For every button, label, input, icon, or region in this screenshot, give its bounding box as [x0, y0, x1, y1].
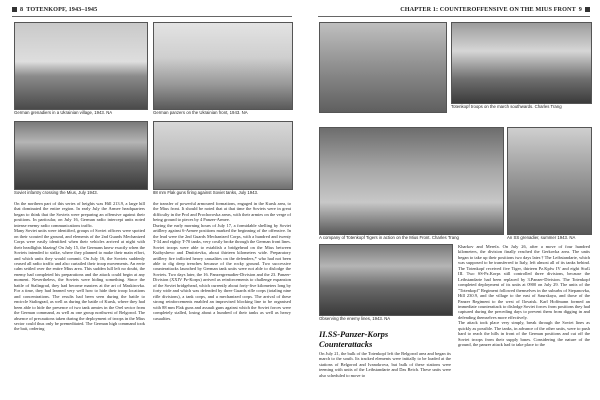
caption-grenadier-portrait: An SS grenadier, summer 1943. NA	[507, 235, 576, 240]
caption-infantry: Soviet infantry crossing the Mius, July 1943.	[14, 190, 98, 195]
header-square-icon	[12, 7, 17, 12]
photo-grenadiers	[14, 22, 148, 110]
photo-troops-march-2	[451, 22, 592, 104]
header-square-icon	[585, 7, 590, 12]
photo-observing	[319, 244, 453, 316]
section-heading-line1: II.SS-Panzer-Korps	[319, 329, 389, 339]
right-body-text-col2: Kharkov and Merefa. On July 26, after a move of four hundred kilometers, the division finally reached the Gerkovka area. The units began to take up their positions two days later.† The Leibstandarte, which was supposed to be transferred to Italy, left almost all of its tanks behind. The Totenkopf received five Tiger, thirteen Pz.Kpfw IV and eight StuG III. Two SS-Pz.Korps still controlled three divisions, because the Leibstandarte had been replaced by 3.Panzer-Division. The Totenkopf completed deployment of its units at 0900 on July 29. The units of the "Totenkopf" Regiment followed themselves in the suburbs of Stepanovka, Hill 230.9, and the village to the east of Saurskaya, and those of the Panzer Regiment to the west of Ilovaisk. Karl Hoffmann formed an immediate counterattack to dislodge Soviet forces from positions they had captured during the preceding days to prevent them from digging in and defending themselves more effectively. The attack took place very simply, break through the Soviet lines as quickly as possible. The tanks, in advance of the other units, were to push hard to reach the hills in front of the German positions and cut off the Soviet troops from their supply bases. Considering the nature of the ground, the panzer attack had to take place to the	[458, 244, 590, 348]
section-heading-line2: Counterattacks	[319, 338, 373, 349]
caption-panzers: German panzers on the Ukrainian front, 1943. NA	[153, 110, 248, 115]
left-page-number: 8	[20, 5, 24, 13]
right-running-header	[400, 4, 590, 14]
left-header-title: TOTENKOPF, 1943–1945	[26, 5, 98, 13]
right-body-text-col1: On July 21, the bulk of the Totenkopf left the Belgorod area and began its march to the south. Its tracked elements were initially to be loaded at the stations of Belgorod and Ivanokrova, but bulk of these stations were teeming with units of the Leibstandarte and Das Reich. These units were also scheduled to move to	[319, 351, 451, 378]
photo-troops-march	[319, 22, 447, 113]
photo-tiger	[319, 127, 504, 235]
left-body-text-col1: On the northern part of this series of heights was Hill 213.9, a large hill that dominated the entire region. In early July the Armee headquarters began to think that the Soviets were preparing an offensive against their positions. In particular, on July 16, German radio intercept units noted intense enemy radio communications traffic. Many Soviet units were identified, groups of Soviet officers were spotted on their scouted the ground, and elements of the 2nd Guards Mechanized Corps were easily identified when their vehicles arrived at night with their headlights blazing! On July 15, the Germans knew exactly when the Soviets intended to strike, where they planned to make their main effort, and which units they would commit. On July 16, the Soviets suddenly ceased all radio traffic and also curtailed their troop movements. An eerie calm settled over the entire Mius area. This sudden lull left no doubt, the enemy had completed his preparations and the attack could begin at any moment. Nevertheless, the Soviets were hiding something. Since the battle of Stalingrad, they had become masters at the art of Maskirovka. For a time, they had learned very well how to hide their troop locations and concentrations. The results had been seen during the battle to encircle Stalingrad, as well as during the battle of Kursk, where they had been able to hide the presence of two tank armies in the Orel sector from the German command, as well as one group northwest of Belgorod. The absence of precautions taken during the deployment of troops in the Mius sector could thus only be premeditated. The German high command took the bait, ordering	[14, 201, 145, 332]
caption-grenadiers: German grenadiers in a Ukrainian village, 1943. NA	[14, 110, 113, 115]
left-header-rule	[12, 16, 292, 17]
caption-tiger: A company of Totenkopf Tigers in action on the Mius Front. Charles Trang	[319, 235, 459, 240]
section-heading	[319, 330, 451, 349]
photo-grenadier-portrait	[507, 127, 592, 235]
right-header-title: CHAPTER 1: COUNTEROFFENSIVE ON THE MIUS FRONT	[400, 5, 576, 13]
right-page-number: 9	[578, 5, 582, 13]
caption-troops-march: Totenkopf troops on the march southwards. Charles Trang	[451, 104, 562, 109]
right-header-rule	[318, 16, 590, 17]
caption-flak: 88 mm Flak guns firing against Soviet tanks, July 1943.	[153, 190, 259, 195]
left-running-header	[12, 4, 97, 14]
photo-infantry	[14, 121, 148, 190]
photo-panzers	[153, 22, 293, 110]
photo-flak	[153, 121, 293, 190]
left-body-text-col2: the transfer of powerful armoured formations, engaged in the Kursk area, to the Mius front. It should be noted that at that time the Soviets were in great difficulty in the Prol and Prochorovka areas, with their armies on the verge of being ground to pieces by 4 Panzer-Armee. During the early morning hours of July 17, a formidable shelling by Soviet artillery against 6-Armee positions marked the beginning of the offensive. In the lead were the 2nd Guards Mechanized Corps, with a hundred and twenty T-34 and eighty T-70 tanks, very costly broke through the German front lines. Soviet troops were able to establish a bridgehead on the Mius between Kuibyshevo and Dmitrievka, about thirteen kilometers wide. Preparatory artillery fire inflicted heavy casualties on the defenders,* who had not been able to dig deep trenches because of the rocky ground. Two successive counterattacks launched by German tank units were not able to dislodge the Soviets. Two days later, the 16. Panzergrenadier-Division and the 23. Panzer-Division (XXIV Pz-Korps) arrived as reinforcements to challenge expansion of the Soviet bridgehead, which currently about forty-five kilometers long by forty wide and which was defended by three Guards rifle corps (totaling nine rifle divisions), a tank corps, and a mechanized corps. The arrival of these strong reinforcements enabled an improvised blocking line to be organised with 88 mm Flak guns and assault guns against which the Soviet forces were completely stalled, losing about a hundred of their tanks as well as heavy casualties.	[153, 201, 291, 321]
caption-observing: Observing the enemy lines, 1943. NA	[319, 316, 391, 321]
